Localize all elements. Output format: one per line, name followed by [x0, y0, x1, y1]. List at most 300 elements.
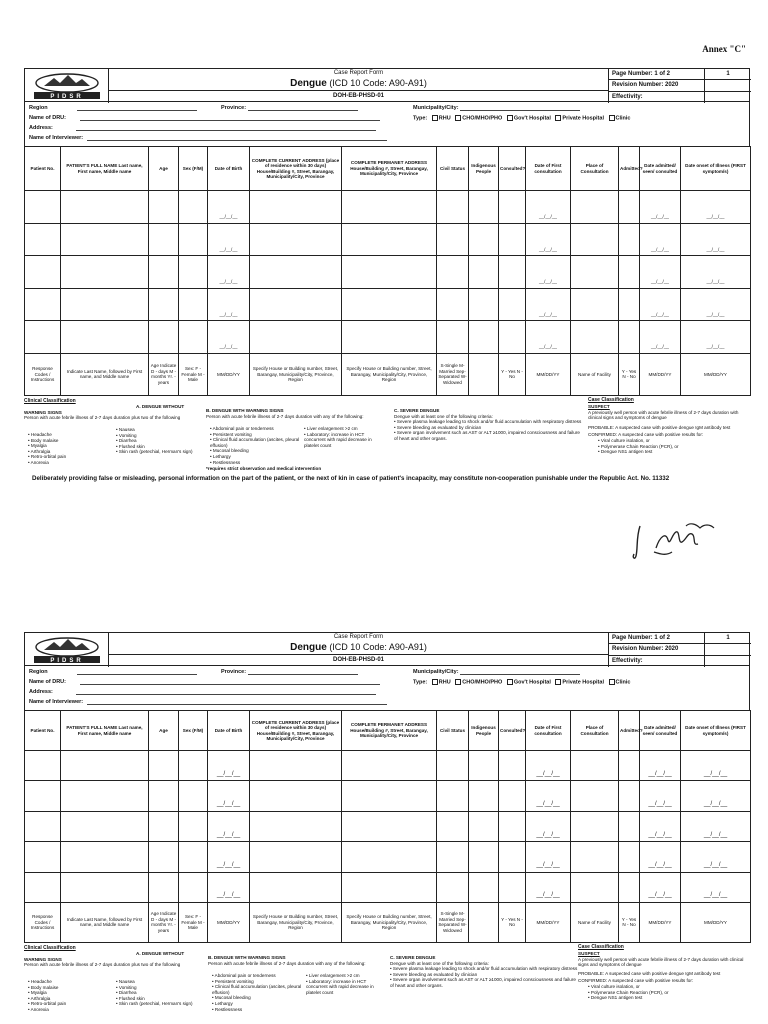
symptom-item: • Nausea — [116, 979, 193, 985]
dru-label: Name of DRU: — [29, 115, 66, 121]
disease-name: Dengue — [290, 642, 327, 653]
column-header: Date admitted/ seen/ consulted — [640, 147, 681, 191]
patient-cell[interactable] — [437, 872, 469, 902]
patient-cell[interactable] — [149, 223, 179, 256]
patient-cell[interactable] — [25, 872, 61, 902]
patient-cell[interactable] — [499, 842, 526, 872]
clinical-classification-title: Clinical Classification — [24, 944, 76, 951]
patient-cell[interactable] — [250, 256, 342, 289]
warning-signs-title: WARNING SIGNS — [24, 409, 62, 415]
patient-cell[interactable] — [437, 191, 469, 224]
checkbox-cho[interactable] — [455, 679, 461, 685]
patient-cell[interactable] — [61, 256, 149, 289]
case-classification-title: Case Classification — [578, 943, 624, 950]
patient-cell[interactable] — [499, 191, 526, 224]
patient-cell[interactable] — [571, 288, 619, 321]
patient-cell[interactable] — [250, 872, 342, 902]
response-code-cell: Indicate Last Name, followed by First name, and Middle name — [61, 902, 149, 942]
patient-cell[interactable] — [619, 872, 640, 902]
checkbox-govt-hospital[interactable] — [507, 679, 513, 685]
page-number-value: 1 — [705, 69, 751, 80]
patient-cell[interactable] — [25, 811, 61, 841]
case-report-form-1 — [24, 68, 750, 500]
confirmed-text: CONFIRMED: A suspected case with positive results for: — [578, 978, 694, 984]
dru-label: Name of DRU: — [29, 679, 66, 685]
patient-cell[interactable]: __/__/__ — [640, 256, 681, 289]
address-field[interactable] — [76, 125, 376, 131]
pidsr-logo — [25, 69, 109, 103]
symptom-item: • Arthralgia — [28, 996, 66, 1002]
patient-cell[interactable]: __/__/__ — [640, 872, 681, 902]
patient-cell[interactable] — [571, 872, 619, 902]
patient-cell[interactable]: __/__/__ — [526, 191, 571, 224]
patient-cell[interactable] — [619, 751, 640, 781]
patient-cell[interactable] — [619, 223, 640, 256]
column-header: Sex (F/M) — [179, 147, 208, 191]
patient-cell[interactable] — [571, 321, 619, 354]
dru-field[interactable] — [80, 115, 380, 121]
effectivity-label: Effectivity: — [612, 657, 643, 664]
response-code-cell: Specify House or Building number, Street, Barangay, Municipality/City, Province, Region — [250, 902, 342, 942]
patient-cell[interactable]: __/__/__ — [681, 781, 751, 811]
b-title: B. DENGUE WITH WARNING SIGNS — [208, 954, 286, 960]
patient-cell[interactable]: __/__/__ — [640, 288, 681, 321]
patient-cell[interactable]: __/__/__ — [681, 842, 751, 872]
patient-cell[interactable]: __/__/__ — [681, 191, 751, 224]
page-number-label: Page Number: 1 of 2 — [609, 633, 704, 644]
patient-cell[interactable]: __/__/__ — [640, 321, 681, 354]
form-code: DOH-EB-PHSD-01 — [332, 93, 384, 99]
patient-cell[interactable] — [149, 321, 179, 354]
patient-cell[interactable]: __/__/__ — [681, 288, 751, 321]
warning-sign-item: • Laboratory: increase in HCT concurrent with rapid decrease in platelet count — [304, 432, 384, 449]
disease-name: Dengue — [290, 78, 327, 89]
patient-cell[interactable]: __/__/__ — [681, 223, 751, 256]
warning-sign-item: • Lethargy — [210, 454, 300, 460]
column-header: Civil Status — [437, 147, 469, 191]
column-header: PATIENT'S FULL NAME Last name, First name, Middle name — [61, 711, 149, 751]
response-code-cell: S-Single M-Married Sep-Separated W-Widowed — [437, 902, 469, 942]
case-report-form-2 — [24, 632, 750, 1024]
patient-cell[interactable] — [149, 751, 179, 781]
suspect-desc: A previously well person with acute febrile illness of 2-7 days duration with clinical signs and symptoms of dengue — [588, 409, 739, 421]
type-option-private-hospital: Private Hospital — [562, 679, 604, 686]
severe-criteria-item: • Severe plasma leakage leading to shock and/or fluid accumulation with respiratory distress — [390, 966, 580, 972]
warning-sign-item: • Clinical fluid accumulation (ascites, pleural effusion) — [212, 984, 302, 995]
patient-cell[interactable] — [149, 256, 179, 289]
response-code-cell: MM/DD/YY — [681, 353, 751, 395]
patient-cell[interactable]: __/__/__ — [208, 223, 250, 256]
patient-cell[interactable] — [437, 321, 469, 354]
form-title: Case Report Form — [333, 70, 384, 76]
patient-cell[interactable] — [342, 781, 437, 811]
patient-cell[interactable] — [437, 811, 469, 841]
patient-cell[interactable] — [149, 842, 179, 872]
patient-cell[interactable] — [469, 842, 499, 872]
c-title: C. SEVERE DENGUE — [394, 407, 440, 413]
patient-cell[interactable]: __/__/__ — [681, 751, 751, 781]
patient-cell[interactable] — [61, 321, 149, 354]
patient-cell[interactable] — [250, 288, 342, 321]
suspect-desc: A previously well person with acute febrile illness of 2-7 days duration with clinical signs and symptoms of dengue — [578, 956, 744, 968]
patient-cell[interactable] — [149, 781, 179, 811]
patient-cell[interactable] — [342, 191, 437, 224]
response-code-cell: MM/DD/YY — [640, 902, 681, 942]
patient-cell[interactable]: __/__/__ — [640, 842, 681, 872]
patient-cell[interactable] — [149, 288, 179, 321]
patient-table — [24, 146, 751, 396]
patient-cell[interactable] — [25, 321, 61, 354]
column-header: Consulted? — [499, 147, 526, 191]
interviewer-field[interactable] — [87, 135, 387, 141]
checkbox-clinic[interactable] — [609, 115, 615, 121]
patient-cell[interactable] — [149, 872, 179, 902]
column-header: Date admitted/ seen/ consulted — [640, 711, 681, 751]
patient-cell[interactable]: __/__/__ — [526, 781, 571, 811]
column-header: Age — [149, 711, 179, 751]
patient-cell[interactable] — [469, 751, 499, 781]
column-header: Date of Birth — [208, 711, 250, 751]
warning-sign-item: • Laboratory: increase in HCT concurrent with rapid decrease in platelet count — [306, 979, 386, 996]
patient-row — [25, 256, 751, 289]
patient-cell[interactable] — [437, 842, 469, 872]
patient-cell[interactable] — [179, 288, 208, 321]
patient-cell[interactable]: __/__/__ — [526, 256, 571, 289]
patient-cell[interactable]: __/__/__ — [681, 872, 751, 902]
patient-cell[interactable] — [571, 256, 619, 289]
severe-criteria-item: • Severe organ involvement such as AST or ALT ≥1000, impaired consciousness and failure of heart and other organs. — [394, 430, 584, 441]
type-option-cho: CHO/MHO/PHO — [462, 115, 503, 122]
patient-cell[interactable] — [571, 842, 619, 872]
patient-cell[interactable]: __/__/__ — [526, 811, 571, 841]
column-header: Admitted? — [619, 711, 640, 751]
type-option-cho: CHO/MHO/PHO — [462, 679, 503, 686]
column-header: Date onset of Illness (FIRST symptom/s) — [681, 711, 751, 751]
response-code-cell: Specify House or Building number, Street, Barangay, Municipality/City, Province, Region — [342, 353, 437, 395]
patient-cell[interactable] — [499, 256, 526, 289]
patient-cell[interactable] — [179, 781, 208, 811]
column-header: Civil Status — [437, 711, 469, 751]
icd-code: (ICD 10 Code: A90-A91) — [329, 78, 427, 88]
patient-row — [25, 811, 751, 841]
patient-cell[interactable] — [619, 256, 640, 289]
a-desc: Person with acute febrile illness of 2-7 days duration plus two of the following — [24, 962, 181, 968]
patient-cell[interactable] — [437, 781, 469, 811]
patient-cell[interactable]: __/__/__ — [681, 256, 751, 289]
patient-cell[interactable] — [250, 751, 342, 781]
type-option-govt-hospital: Gov't Hospital — [513, 115, 551, 122]
response-code-cell — [469, 902, 499, 942]
patient-cell[interactable] — [619, 191, 640, 224]
patient-cell[interactable]: __/__/__ — [208, 781, 250, 811]
classification-section — [24, 396, 750, 506]
symptom-item: • Retro-orbital pain — [28, 454, 66, 460]
patient-cell[interactable]: __/__/__ — [526, 288, 571, 321]
patient-cell[interactable]: __/__/__ — [208, 321, 250, 354]
b-note: *requires strict observation and medical intervention — [206, 465, 322, 471]
classification-section — [24, 943, 750, 1012]
type-option-rhu: RHU — [438, 679, 451, 686]
patient-cell[interactable] — [571, 223, 619, 256]
patient-cell[interactable] — [61, 872, 149, 902]
form-title: Case Report Form — [333, 634, 384, 640]
confirmed-text: CONFIRMED: A suspected case with positive results for: — [588, 432, 704, 438]
patient-cell[interactable] — [179, 321, 208, 354]
patient-cell[interactable] — [250, 191, 342, 224]
patient-row — [25, 842, 751, 872]
municipality-field[interactable] — [460, 669, 580, 675]
patient-cell[interactable] — [437, 256, 469, 289]
patient-cell[interactable] — [179, 191, 208, 224]
patient-cell[interactable] — [437, 223, 469, 256]
patient-cell[interactable] — [499, 321, 526, 354]
patient-cell[interactable] — [342, 872, 437, 902]
a-title: A. DENGUE WITHOUT — [136, 403, 185, 409]
patient-cell[interactable] — [25, 191, 61, 224]
patient-cell[interactable] — [499, 288, 526, 321]
patient-cell[interactable]: __/__/__ — [640, 751, 681, 781]
patient-cell[interactable] — [250, 811, 342, 841]
patient-cell[interactable] — [25, 781, 61, 811]
patient-cell[interactable] — [250, 223, 342, 256]
symptom-item: • Flushed skin — [116, 444, 193, 450]
a-title: A. DENGUE WITHOUT — [136, 950, 185, 956]
response-code-cell: Y - Yes N - No — [619, 353, 640, 395]
form-header — [24, 632, 750, 666]
suspect-title: SUSPECT — [588, 403, 610, 409]
patient-cell[interactable] — [179, 223, 208, 256]
symptom-item: • Vomiting — [116, 985, 193, 991]
patient-cell[interactable]: __/__/__ — [208, 811, 250, 841]
patient-cell[interactable] — [250, 842, 342, 872]
patient-cell[interactable] — [342, 811, 437, 841]
column-header: Indigenous People — [469, 711, 499, 751]
checkbox-rhu[interactable] — [432, 115, 438, 121]
column-header: Place of Consultation — [571, 147, 619, 191]
column-header: Indigenous People — [469, 147, 499, 191]
patient-cell[interactable] — [469, 781, 499, 811]
clinical-classification-title: Clinical Classification — [24, 397, 76, 404]
effectivity-label: Effectivity: — [612, 93, 643, 100]
patient-cell[interactable] — [571, 191, 619, 224]
patient-cell[interactable] — [619, 811, 640, 841]
response-code-cell: MM/DD/YY — [526, 353, 571, 395]
response-code-cell: Y - Yes N - No — [619, 902, 640, 942]
patient-row — [25, 321, 751, 354]
patient-cell[interactable] — [619, 288, 640, 321]
icd-code: (ICD 10 Code: A90-A91) — [329, 642, 427, 652]
warning-sign-item: • Liver enlargement >2 cm — [304, 426, 384, 432]
response-code-cell: Specify House or Building number, Street, Barangay, Municipality/City, Province, Region — [250, 353, 342, 395]
response-code-cell: Y - Yes N - No — [499, 353, 526, 395]
patient-cell[interactable] — [179, 256, 208, 289]
address-field[interactable] — [76, 689, 376, 695]
response-code-cell: Response Codes / Instructions — [25, 902, 61, 942]
type-label: Type: — [413, 115, 428, 122]
b-desc: Person with acute febrile illness of 2-7 days duration with any of the following: — [206, 413, 364, 419]
response-code-cell: Name of Facility — [571, 902, 619, 942]
patient-cell[interactable] — [499, 223, 526, 256]
logo-text: PIDSR — [49, 657, 84, 664]
warning-sign-item: • Persistent vomiting — [210, 432, 300, 438]
patient-cell[interactable] — [179, 811, 208, 841]
patient-cell[interactable] — [149, 811, 179, 841]
patient-cell[interactable] — [61, 223, 149, 256]
interviewer-label: Name of Interviewer: — [29, 135, 84, 141]
patient-row — [25, 872, 751, 902]
patient-cell[interactable] — [342, 223, 437, 256]
response-code-cell: S-Single M-Married Sep-Separated W-Widowed — [437, 353, 469, 395]
column-header: Date of First consultation — [526, 147, 571, 191]
interviewer-label: Name of Interviewer: — [29, 699, 84, 705]
region-field[interactable] — [77, 669, 197, 675]
patient-cell[interactable] — [342, 751, 437, 781]
response-code-cell: Response Codes / Instructions — [25, 353, 61, 395]
response-code-cell: Indicate Last Name, followed by First name, and Middle name — [61, 353, 149, 395]
patient-cell[interactable] — [25, 288, 61, 321]
patient-cell[interactable]: __/__/__ — [208, 288, 250, 321]
patient-cell[interactable] — [571, 781, 619, 811]
type-option-clinic: Clinic — [615, 679, 631, 686]
warning-sign-item: • Clinical fluid accumulation (ascites, pleural effusion) — [210, 437, 300, 448]
patient-cell[interactable] — [25, 256, 61, 289]
confirmation-test-item: • Dengue NS1 antigen test — [598, 449, 748, 455]
severe-criteria-item: • Severe organ involvement such as AST or ALT ≥1000, impaired consciousness and failure of heart and other organs. — [390, 977, 580, 988]
patient-cell[interactable]: __/__/__ — [640, 191, 681, 224]
patient-cell[interactable]: __/__/__ — [526, 223, 571, 256]
address-label: Address: — [29, 689, 53, 695]
patient-cell[interactable]: __/__/__ — [681, 811, 751, 841]
region-label: Region — [29, 669, 48, 675]
column-header: Consulted? — [499, 711, 526, 751]
patient-cell[interactable] — [437, 751, 469, 781]
patient-cell[interactable] — [469, 191, 499, 224]
checkbox-private-hospital[interactable] — [555, 679, 561, 685]
patient-cell[interactable] — [469, 223, 499, 256]
patient-cell[interactable]: __/__/__ — [640, 223, 681, 256]
patient-cell[interactable] — [179, 751, 208, 781]
patient-cell[interactable] — [25, 223, 61, 256]
patient-cell[interactable] — [25, 842, 61, 872]
interviewer-field[interactable] — [87, 699, 387, 705]
patient-row — [25, 781, 751, 811]
patient-cell[interactable]: __/__/__ — [526, 321, 571, 354]
patient-cell[interactable] — [437, 288, 469, 321]
patient-cell[interactable] — [61, 191, 149, 224]
patient-cell[interactable]: __/__/__ — [640, 781, 681, 811]
patient-cell[interactable] — [571, 811, 619, 841]
column-header: COMPLETE CURRENT ADDRESS (place of residence within 30 days) House/Building #, Street, Barangay, Municipality/City, Province — [250, 711, 342, 751]
symptom-item: • Headache — [28, 432, 66, 438]
patient-cell[interactable]: __/__/__ — [208, 751, 250, 781]
patient-cell[interactable]: __/__/__ — [640, 811, 681, 841]
patient-cell[interactable]: __/__/__ — [208, 872, 250, 902]
case-classification-title: Case Classification — [588, 396, 634, 403]
province-field[interactable] — [248, 669, 358, 675]
confirmation-test-item: • Dengue NS1 antigen test — [588, 995, 748, 1001]
patient-cell[interactable] — [342, 321, 437, 354]
province-field[interactable] — [248, 105, 358, 111]
patient-cell[interactable] — [25, 751, 61, 781]
symptom-item: • Headache — [28, 979, 66, 985]
checkbox-cho[interactable] — [455, 115, 461, 121]
patient-cell[interactable] — [61, 288, 149, 321]
patient-cell[interactable]: __/__/__ — [208, 842, 250, 872]
patient-cell[interactable]: __/__/__ — [526, 842, 571, 872]
annex-label: Annex "C" — [702, 44, 746, 54]
patient-cell[interactable] — [61, 781, 149, 811]
column-header: COMPLETE CURRENT ADDRESS (place of residence within 30 days) House/Building #, Street, Barangay, Municipality/City, Province — [250, 147, 342, 191]
symptom-item: • Vomiting — [116, 433, 193, 439]
patient-cell[interactable] — [61, 811, 149, 841]
patient-cell[interactable] — [469, 288, 499, 321]
signature — [626, 518, 726, 564]
warning-sign-item: • Abdominal pain or tenderness — [210, 426, 300, 432]
patient-cell[interactable] — [499, 811, 526, 841]
patient-cell[interactable] — [499, 781, 526, 811]
symptom-item: • Anorexia — [28, 460, 66, 466]
patient-cell[interactable] — [250, 781, 342, 811]
patient-cell[interactable] — [61, 842, 149, 872]
confirmation-test-item: • Polymerase Chain Reaction (PCR), or — [588, 990, 748, 996]
patient-cell[interactable] — [250, 321, 342, 354]
patient-cell[interactable] — [499, 872, 526, 902]
patient-cell[interactable] — [61, 751, 149, 781]
column-header: Date onset of Illness (FIRST symptom/s) — [681, 147, 751, 191]
patient-cell[interactable] — [342, 842, 437, 872]
municipality-field[interactable] — [460, 105, 580, 111]
checkbox-private-hospital[interactable] — [555, 115, 561, 121]
checkbox-govt-hospital[interactable] — [507, 115, 513, 121]
patient-cell[interactable] — [149, 191, 179, 224]
patient-cell[interactable] — [469, 256, 499, 289]
symptom-item: • Myalgia — [28, 443, 66, 449]
patient-cell[interactable]: __/__/__ — [526, 872, 571, 902]
symptom-item: • Body malaise — [28, 985, 66, 991]
page-number-label: Page Number: 1 of 2 — [609, 69, 704, 80]
patient-cell[interactable] — [179, 872, 208, 902]
patient-cell[interactable] — [571, 751, 619, 781]
response-code-cell: MM/DD/YY — [208, 353, 250, 395]
patient-cell[interactable]: __/__/__ — [208, 191, 250, 224]
checkbox-clinic[interactable] — [609, 679, 615, 685]
patient-cell[interactable] — [469, 811, 499, 841]
warning-sign-item: • Mucosal bleeding — [210, 448, 300, 454]
patient-cell[interactable]: __/__/__ — [526, 751, 571, 781]
patient-cell[interactable]: __/__/__ — [681, 321, 751, 354]
response-code-cell: Name of Facility — [571, 353, 619, 395]
patient-cell[interactable] — [342, 256, 437, 289]
checkbox-rhu[interactable] — [432, 679, 438, 685]
dru-field[interactable] — [80, 679, 380, 685]
patient-cell[interactable] — [499, 751, 526, 781]
b-desc: Person with acute febrile illness of 2-7 days duration with any of the following: — [208, 960, 366, 966]
patient-cell[interactable] — [342, 288, 437, 321]
patient-cell[interactable] — [619, 781, 640, 811]
severe-criteria-item: • Severe plasma leakage leading to shock and/or fluid accumulation with respiratory distress — [394, 419, 584, 425]
patient-cell[interactable] — [469, 872, 499, 902]
form-header — [24, 68, 750, 102]
revision-label: Revision Number: 2020 — [609, 644, 704, 655]
region-field[interactable] — [77, 105, 197, 111]
patient-cell[interactable] — [179, 842, 208, 872]
patient-cell[interactable] — [619, 842, 640, 872]
patient-cell[interactable] — [469, 321, 499, 354]
confirmation-test-item: • Viral culture isolation, or — [588, 984, 748, 990]
severe-criteria-item: • Severe bleeding as evaluated by clinician — [394, 425, 584, 431]
patient-cell[interactable]: __/__/__ — [208, 256, 250, 289]
patient-cell[interactable] — [619, 321, 640, 354]
